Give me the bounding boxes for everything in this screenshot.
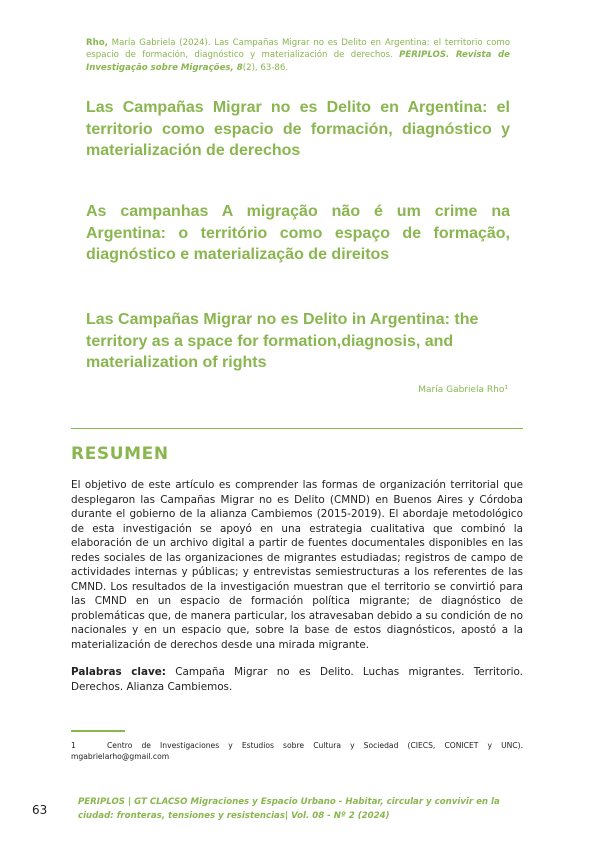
title-portuguese: As campanhas A migração não é um crime na Argentina: o território como espaço de formação, diagnóstico e materialização de direitos: [86, 203, 510, 263]
title-spanish: Las Campañas Migrar no es Delito en Argentina: el territorio como espacio de formación, diagnóstico y materialización de derechos: [86, 99, 510, 159]
citation-title: (2024). Las Campañas Migrar no es Delito en Argentina: el territorio como espacio de formación, diagnóstico y materialización de derechos.: [86, 38, 511, 61]
author-name: María Gabriela Rho¹: [418, 385, 508, 395]
citation-journal: PERIPLOS. Revista de Investigação sobre Migrações, 8: [86, 50, 511, 73]
title-english: Las Campañas Migrar no es Delito in Argentina: the territory as a space for formation,diagnosis, and materialization of rights: [86, 311, 479, 371]
page-number: 63: [32, 803, 48, 817]
section-divider: [71, 428, 523, 429]
keywords-text: Campaña Migrar no es Delito. Luchas migrantes. Territorio. Derechos. Alianza Cambiemos.: [71, 666, 523, 693]
footnote-text: Centro de Investigaciones y Estudios sobre Cultura y Sociedad (CIECS, CONICET y UNC). mgabrielarho@gmail.com: [71, 741, 523, 761]
resumen-heading: RESUMEN: [71, 444, 169, 464]
keywords: [71, 665, 523, 694]
abstract-body: El objetivo de este artículo es comprender las formas de organización territorial que desplegaron las Campañas Migrar no es Delito (CMND) en Buenos Aires y Córdoba durante el gobierno de la alianza Cambiemos (2015-2019). El abordaje metodológico de esta investigación se apoyó en una estrategia cualitativa que combinó la elaboración de un archivo digital a partir de fuentes documentales disponibles en las redes sociales de las organizaciones de migrantes estudiadas; registros de campo de actividades internas y públicas; y entrevistas semiestructuras a los referentes de las CMND. Los resultados de la investigación muestran que el territorio se convirtió para las CMND en un espacio de formación política migrante; de diagnóstico de problemáticas que, de manera particular, los atravesaban debido a su condición de no nacionales y en un espacio que, sobre la base de estos diagnósticos, apostó a la materialización de derechos desde una mirada migrante.: [71, 479, 523, 651]
citation-author-given: María Gabriela: [111, 38, 176, 48]
footnote-number: 1: [71, 741, 76, 750]
citation-issue-pages: (2), 63-86.: [242, 62, 289, 73]
citation-author: Rho,: [86, 38, 108, 48]
journal-footer: PERIPLOS | GT CLACSO Migraciones y Espacio Urbano - Habitar, circular y convivir en la ciudad: fronteras, tensiones y resistencias| Vol. 08 - Nº 2 (2024): [78, 797, 500, 821]
footnote-divider: [71, 730, 125, 732]
footnote: [71, 740, 523, 762]
citation: [86, 37, 510, 74]
keywords-label: Palabras clave:: [71, 666, 166, 678]
